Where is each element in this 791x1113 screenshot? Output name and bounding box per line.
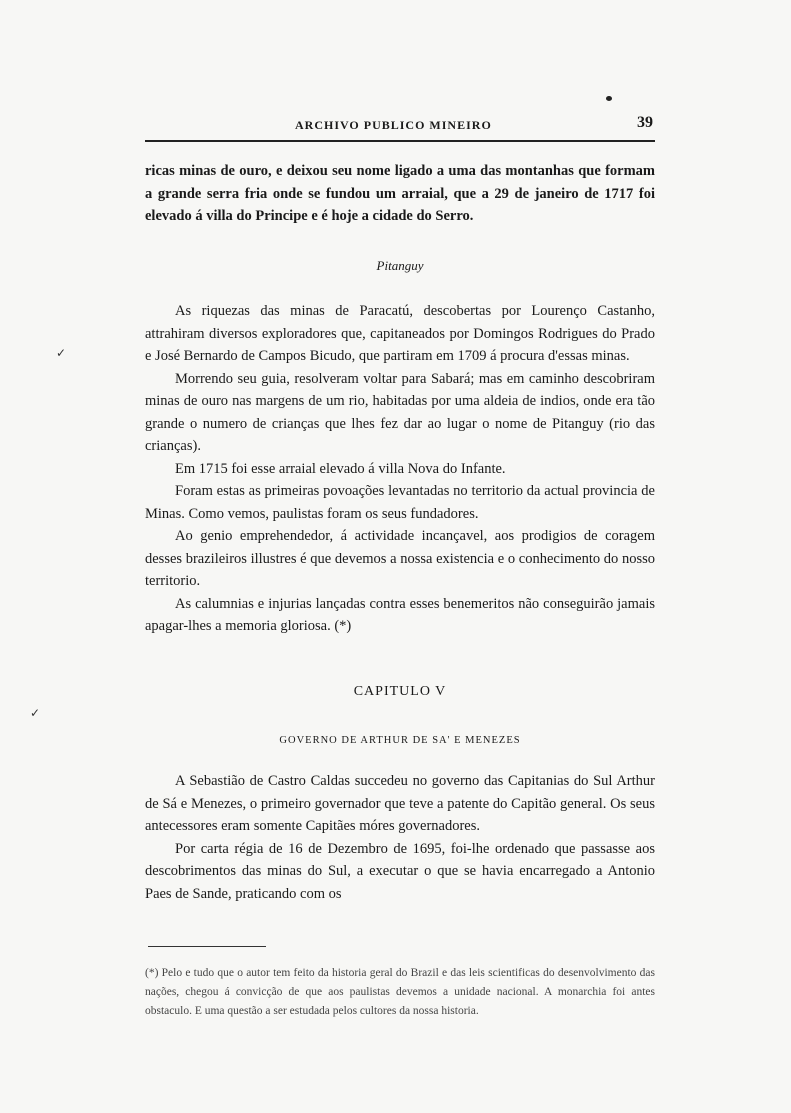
paragraph-continuation: ricas minas de ouro, e deixou seu nome ligado a uma das montanhas que formam a grande serra fria onde se fundou um arraial, que a 29 de janeiro de 1717 foi elevado á villa do Principe e é hoje a cidade do Serro. xyxy=(145,163,655,224)
paragraph: As riquezas das minas de Paracatú, descobertas por Lourenço Castanho, attrahiram diversos exploradores que, capitaneados por Domingos Rodrigues do Prado e José Bernardo de Campos Bicudo, que partiram em 1709 á procura d'essas minas. xyxy=(145,303,655,364)
paragraph: Em 1715 foi esse arraial elevado á villa Nova do Infante. xyxy=(175,460,506,477)
paragraph: A Sebastião de Castro Caldas succedeu no governo das Capitanias do Sul Arthur de Sá e Menezes, o primeiro governador que teve a patente do Capitão general. Os seus antecessores eram somente Capitães móres governadores. xyxy=(145,773,655,834)
paragraph: Ao genio emprehendedor, á actividade incançavel, aos prodigios de coragem desses brazileiros illustres é que devemos a nossa existencia e o conhecimento do nosso territorio. xyxy=(145,528,655,589)
page-number: 39 xyxy=(637,114,653,131)
chapter-subtitle: GOVERNO DE ARTHUR DE SA' E MENEZES xyxy=(279,735,521,746)
section-heading: Pitanguy xyxy=(376,258,424,273)
paragraph: Morrendo seu guia, resolveram voltar para Sabará; mas em caminho descobriram minas de ouro nas margens de um rio, habitadas por uma aldeia de indios, onde era tão grande o numero de crianças que lhes fez dar ao lugar o nome de Pitanguy (rio das crianças). xyxy=(145,370,655,454)
footnote-rule xyxy=(148,946,266,947)
running-header xyxy=(145,114,655,138)
margin-mark: ✓ xyxy=(56,346,67,360)
section-body xyxy=(145,300,655,638)
paragraph: Foram estas as primeiras povoações levantadas no territorio da actual provincia de Minas. Como vemos, paulistas foram os seus fundadores. xyxy=(145,483,655,522)
ink-dot xyxy=(606,96,612,101)
footnote: (*) Pelo e tudo que o autor tem feito da historia geral do Brazil e das leis scientificas do desenvolvimento das nações, chegou á convicção de que aos paulistas devemos a unidade nacional. A monarchia foi antes obstaculo. E uma questão a ser estudada pelos cultores da nossa historia. xyxy=(145,967,655,1017)
header-rule xyxy=(145,140,655,142)
header-title: ARCHIVO PUBLICO MINEIRO xyxy=(295,118,492,132)
margin-mark: ✓ xyxy=(30,706,41,720)
chapter-title: CAPITULO V xyxy=(353,684,447,699)
paragraph: As calumnias e injurias lançadas contra esses benemeritos não conseguirão jamais apagar-lhes a memoria gloriosa. (*) xyxy=(145,595,655,634)
chapter-body xyxy=(145,770,655,905)
paragraph: Por carta régia de 16 de Dezembro de 1695, foi-lhe ordenado que passasse aos descobrimentos das minas do Sul, a executar o que se havia encarregado a Antonio Paes de Sande, praticando com os xyxy=(145,840,655,902)
